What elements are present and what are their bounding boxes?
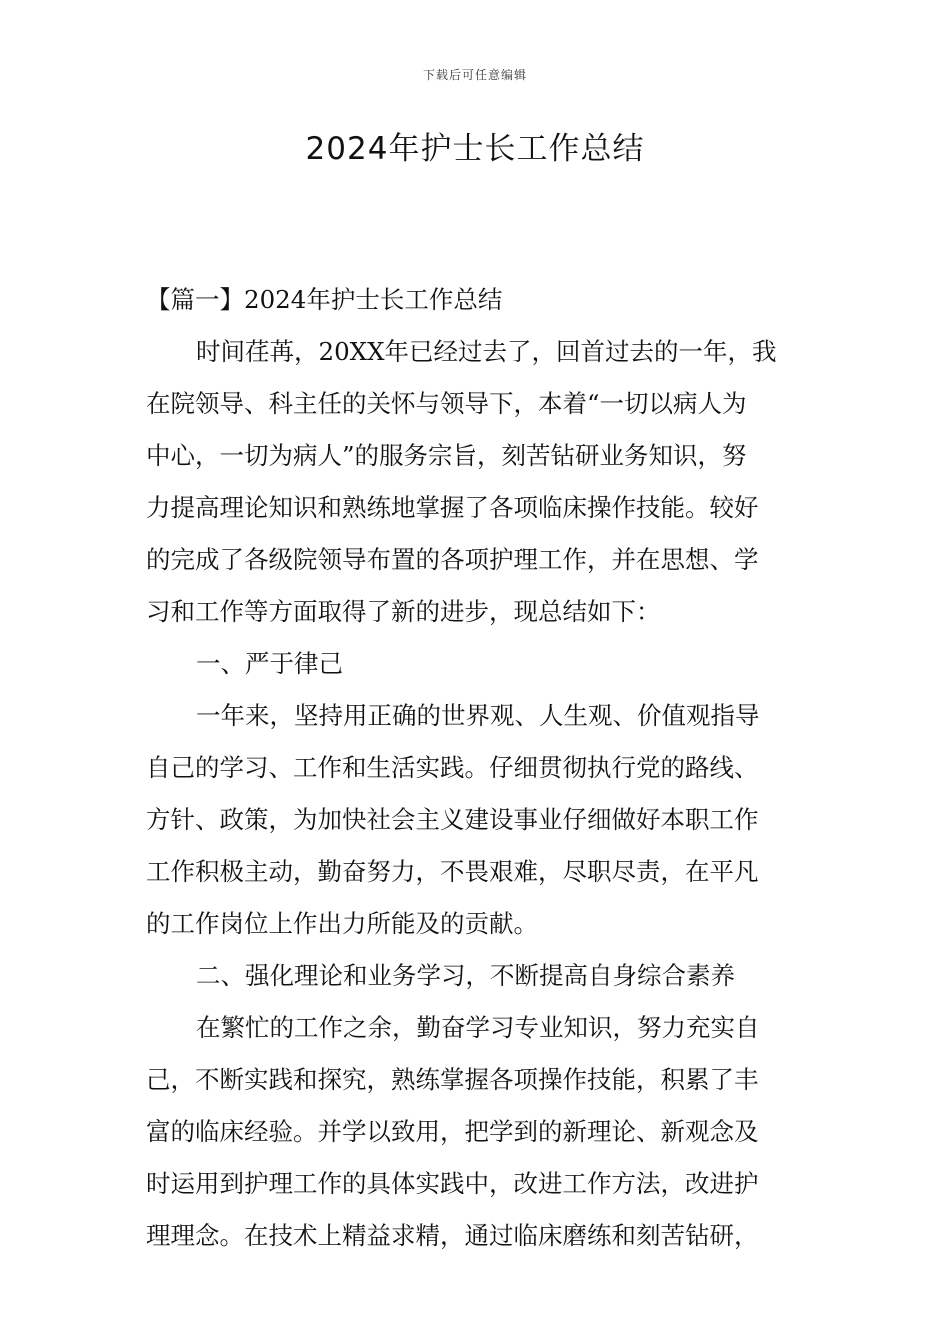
body-line: 一年来，坚持用正确的世界观、人生观、价值观指导 [196,701,760,730]
body-line: 自己的学习、工作和生活实践。仔细贯彻执行党的路线、 [146,753,759,782]
document-title: 2024年护士长工作总结 [305,131,645,167]
body-line: 习和工作等方面取得了新的进步，现总结如下： [146,597,661,626]
document-body [146,274,810,1262]
body-line: 时间荏苒，20XX年已经过去了，回首过去的一年，我 [196,337,777,366]
body-line: 在院领导、科主任的关怀与领导下，本着“一切以病人为 [146,389,747,418]
body-line: 【篇一】2024年护士长工作总结 [146,285,503,314]
body-line: 力提高理论知识和熟练地掌握了各项临床操作技能。较好 [146,493,759,522]
body-line: 的完成了各级院领导布置的各项护理工作，并在思想、学 [146,545,759,574]
body-line: 工作积极主动，勤奋努力，不畏艰难，尽职尽责，在平凡 [146,857,759,886]
body-line: 富的临床经验。并学以致用，把学到的新理论、新观念及 [146,1117,759,1146]
body-line: 中心，一切为病人”的服务宗旨，刻苦钻研业务知识，努 [146,441,747,470]
body-line: 一、严于律己 [196,649,343,678]
body-line: 时运用到护理工作的具体实践中，改进工作方法，改进护 [146,1169,759,1198]
body-line: 理理念。在技术上精益求精，通过临床磨练和刻苦钻研， [146,1221,759,1250]
body-line: 的工作岗位上作出力所能及的贡献。 [146,909,538,938]
body-line: 方针、政策，为加快社会主义建设事业仔细做好本职工作 [146,805,759,834]
body-line: 在繁忙的工作之余，勤奋学习专业知识，努力充实自 [196,1013,760,1042]
body-line: 二、强化理论和业务学习，不断提高自身综合素养 [196,961,735,990]
body-line: 己，不断实践和探究，熟练掌握各项操作技能，积累了丰 [146,1065,759,1094]
header-note: 下载后可任意编辑 [422,68,527,82]
